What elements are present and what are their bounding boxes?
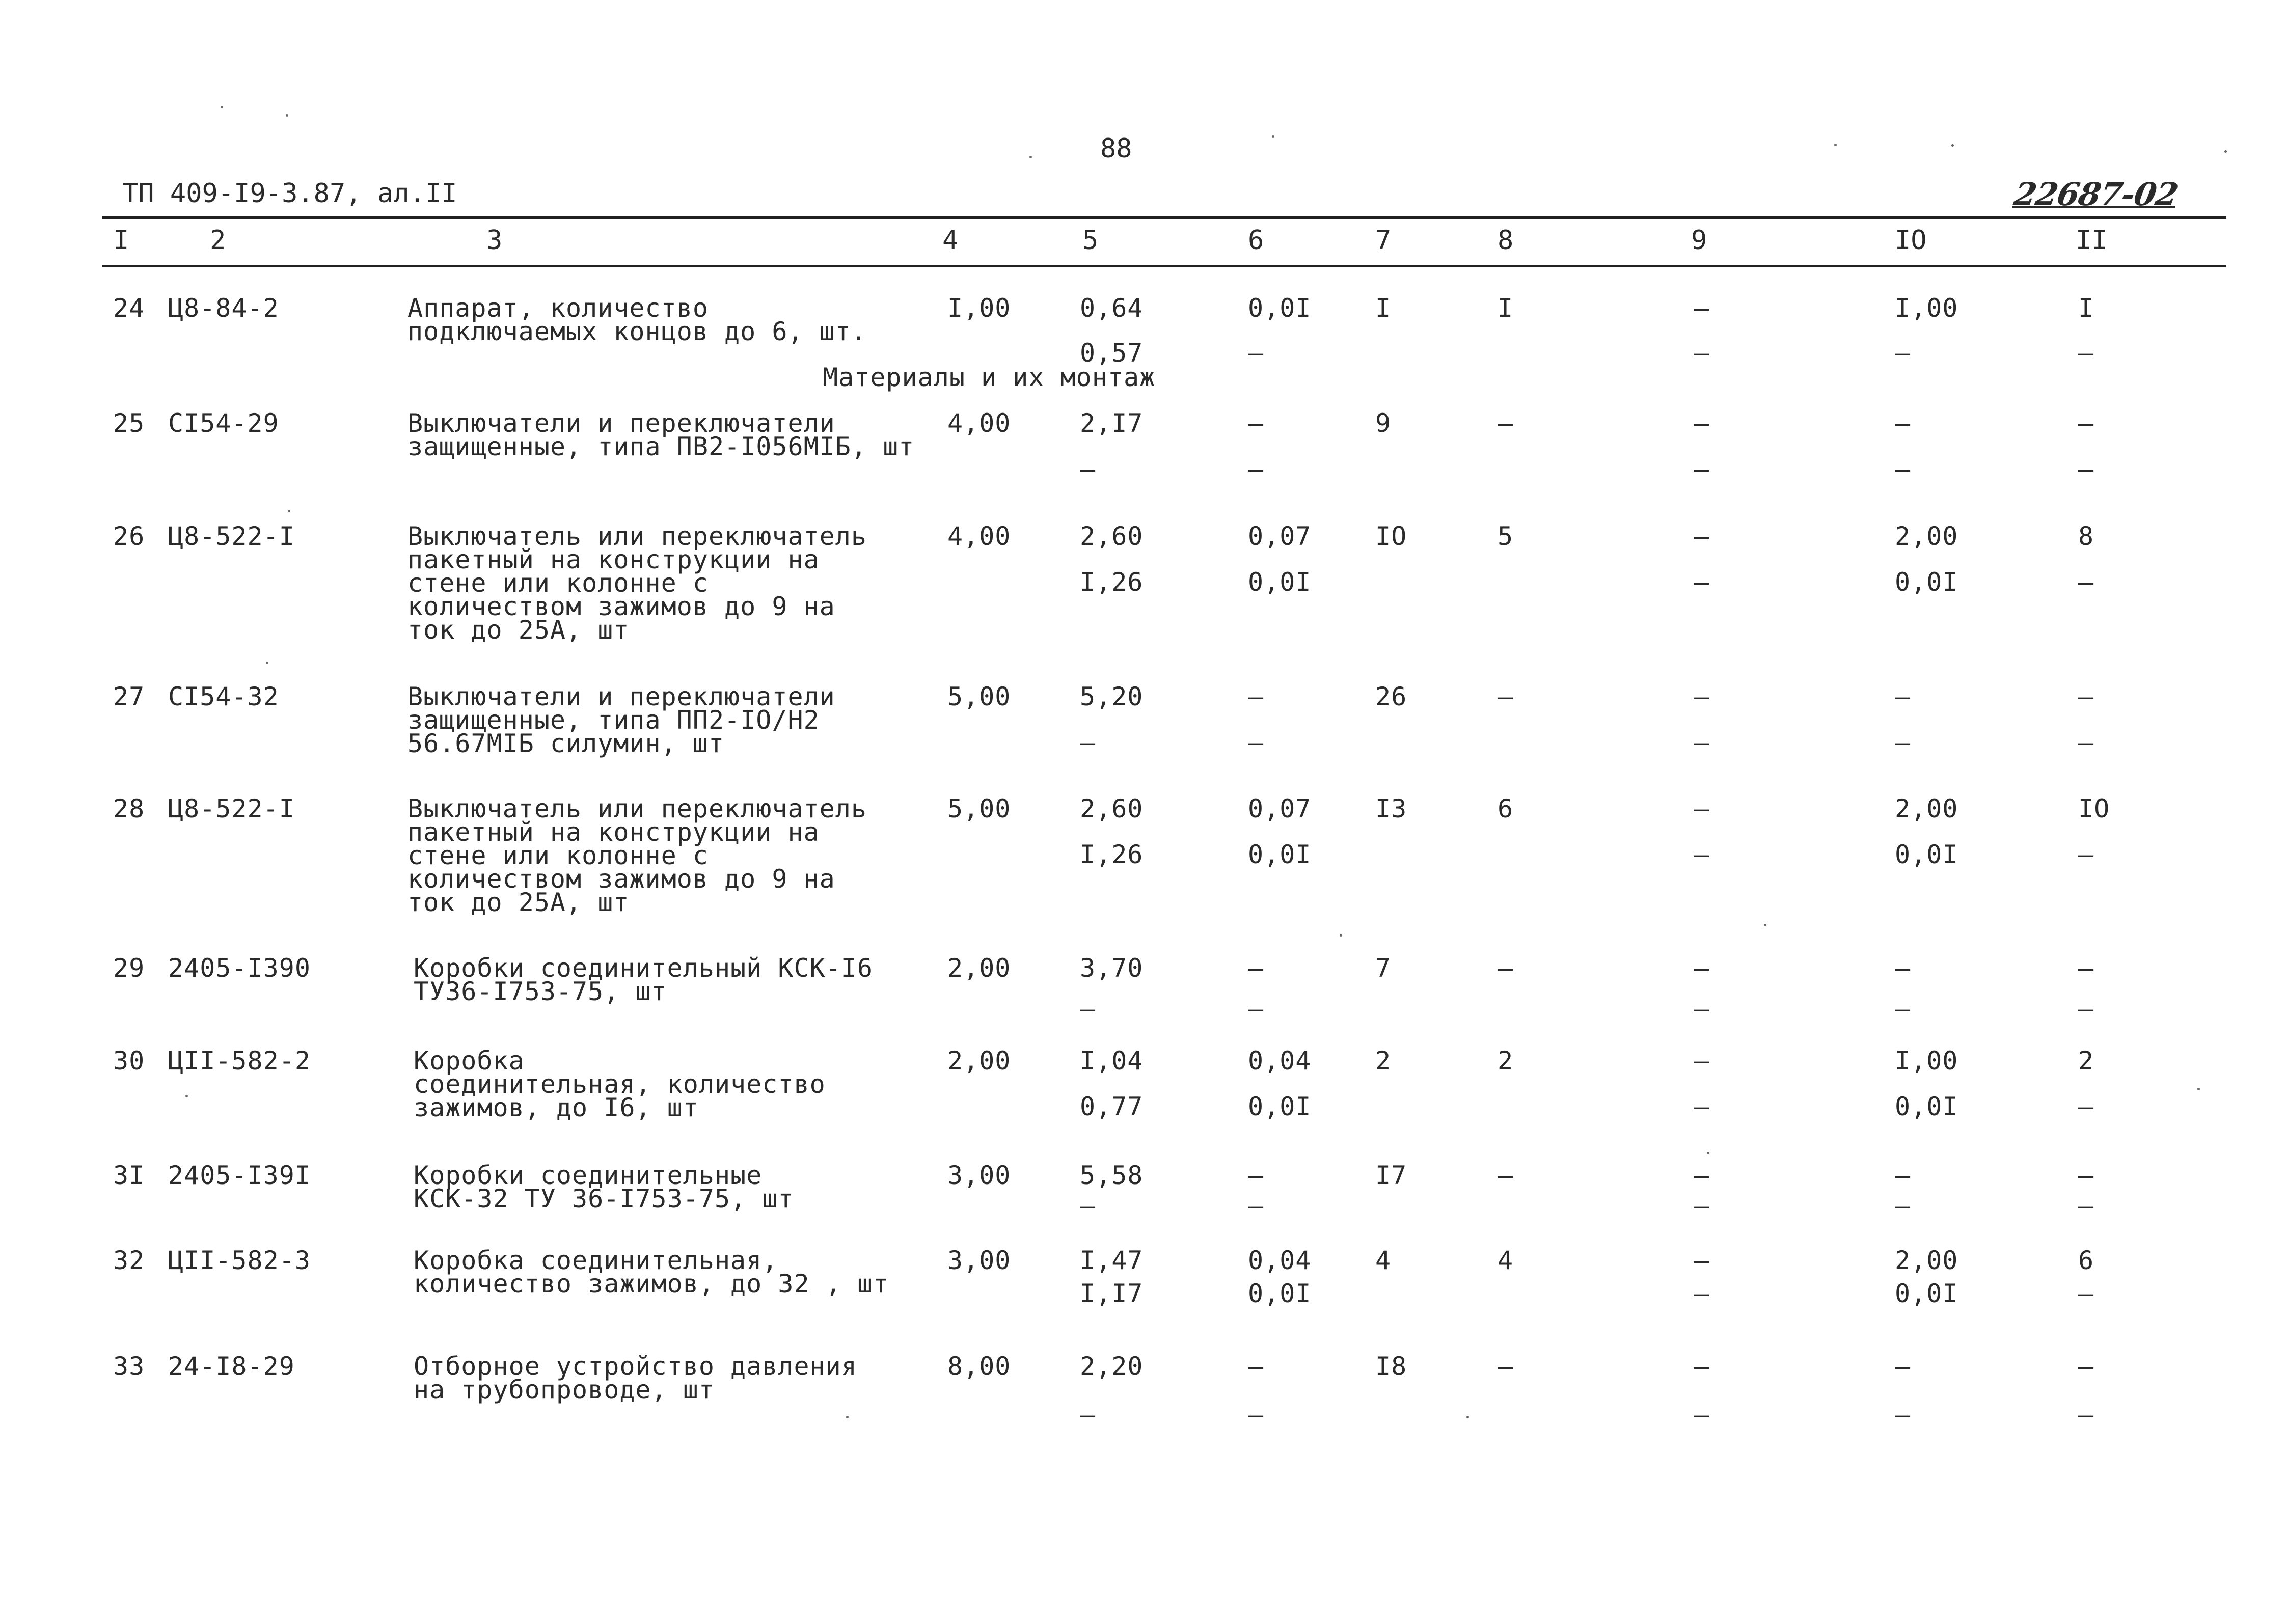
cell-col-6: 0,04 bbox=[1248, 1246, 1312, 1275]
cell-col-10: 2,00 bbox=[1895, 1246, 1958, 1275]
row-number: 27 bbox=[113, 682, 145, 711]
column-header-11: II bbox=[2076, 225, 2108, 256]
cell-col-4: 4,00 bbox=[947, 408, 1011, 438]
cell-col-9-second: – bbox=[1694, 338, 1710, 368]
cell-col-8: – bbox=[1498, 682, 1514, 711]
cell-col-6-second: – bbox=[1248, 1191, 1264, 1221]
cell-col-8: – bbox=[1498, 953, 1514, 983]
cell-col-5-second: I,26 bbox=[1080, 840, 1144, 869]
cell-col-6-second: 0,0I bbox=[1248, 567, 1312, 597]
cell-col-11-second: – bbox=[2078, 338, 2094, 368]
cell-col-10: – bbox=[1895, 1161, 1911, 1190]
cell-col-6: – bbox=[1248, 408, 1264, 438]
row-description: Аппарат, количество подключаемых концов до 6, шт. bbox=[407, 293, 867, 346]
cell-col-4: 3,00 bbox=[947, 1161, 1011, 1190]
row-description: Выключатель или переключатель пакетный на конструкции на стене или колонне с количеством зажимов до 9 на ток до 25А, шт bbox=[407, 794, 867, 917]
cell-col-11: I bbox=[2078, 293, 2094, 323]
cell-col-7: 2 bbox=[1375, 1046, 1392, 1076]
cell-col-5: 2,I7 bbox=[1080, 408, 1144, 438]
cell-col-6: – bbox=[1248, 1161, 1264, 1190]
cell-col-11: – bbox=[2078, 953, 2094, 983]
cell-col-6-second: – bbox=[1248, 728, 1264, 757]
cell-col-9-second: – bbox=[1694, 1191, 1710, 1221]
cell-col-10: – bbox=[1895, 408, 1911, 438]
cell-col-7: 26 bbox=[1375, 682, 1407, 711]
row-code: Ц8-522-I bbox=[168, 521, 295, 551]
cell-col-9: – bbox=[1694, 1161, 1710, 1190]
row-code: ЦII-582-2 bbox=[168, 1046, 311, 1076]
cell-col-6: 0,0I bbox=[1248, 293, 1312, 323]
scan-speck bbox=[1466, 1416, 1469, 1418]
cell-col-6-second: 0,0I bbox=[1248, 840, 1312, 869]
cell-col-9-second: – bbox=[1694, 1279, 1710, 1308]
cell-col-8: 5 bbox=[1498, 521, 1514, 551]
scan-speck bbox=[1707, 1152, 1709, 1154]
cell-col-9-second: – bbox=[1694, 1400, 1710, 1429]
row-description: Коробки соединительные КСК-32 ТУ 36-I753-75, шт bbox=[414, 1161, 794, 1214]
cell-col-5: I,04 bbox=[1080, 1046, 1144, 1076]
cell-col-9-second: – bbox=[1694, 1092, 1710, 1121]
row-code: 2405-I39I bbox=[168, 1161, 311, 1190]
row-number: 24 bbox=[113, 293, 145, 323]
cell-col-10: 2,00 bbox=[1895, 794, 1958, 823]
cell-col-11-second: – bbox=[2078, 454, 2094, 484]
row-code: Ц8-84-2 bbox=[168, 293, 279, 323]
cell-col-10-second: – bbox=[1895, 728, 1911, 757]
cell-col-10: – bbox=[1895, 682, 1911, 711]
cell-col-5: 0,64 bbox=[1080, 293, 1144, 323]
cell-col-9-second: – bbox=[1694, 840, 1710, 869]
cell-col-10: 2,00 bbox=[1895, 521, 1958, 551]
cell-col-5-second: – bbox=[1080, 728, 1096, 757]
cell-col-5-second: 0,57 bbox=[1080, 338, 1144, 368]
cell-col-6-second: – bbox=[1248, 338, 1264, 368]
cell-col-9: – bbox=[1694, 682, 1710, 711]
cell-col-6: – bbox=[1248, 682, 1264, 711]
row-description: Выключатели и переключатели защищенные, типа ПП2-IO/Н2 56.67МIБ силумин, шт bbox=[407, 682, 835, 758]
cell-col-10-second: – bbox=[1895, 1400, 1911, 1429]
handwritten-number: 22687-02 bbox=[2011, 176, 2181, 213]
cell-col-8: – bbox=[1498, 408, 1514, 438]
row-description: Коробки соединительный КСК-I6 ТУ36-I753-75, шт bbox=[414, 953, 873, 1006]
cell-col-9: – bbox=[1694, 794, 1710, 823]
scan-speck bbox=[1272, 135, 1274, 138]
cell-col-6-second: – bbox=[1248, 1400, 1264, 1429]
cell-col-8: – bbox=[1498, 1352, 1514, 1381]
cell-col-7: IO bbox=[1375, 521, 1407, 551]
cell-col-8: 6 bbox=[1498, 794, 1514, 823]
cell-col-11: – bbox=[2078, 1161, 2094, 1190]
cell-col-8: 2 bbox=[1498, 1046, 1514, 1076]
scan-speck bbox=[266, 662, 268, 664]
cell-col-10-second: 0,0I bbox=[1895, 1092, 1958, 1121]
cell-col-6: – bbox=[1248, 1352, 1264, 1381]
cell-col-5-second: – bbox=[1080, 454, 1096, 484]
column-header-2: 2 bbox=[210, 225, 226, 256]
cell-col-7: I3 bbox=[1375, 794, 1407, 823]
cell-col-6-second: 0,0I bbox=[1248, 1279, 1312, 1308]
page-number: 88 bbox=[1100, 133, 1132, 164]
row-number: 32 bbox=[113, 1246, 145, 1275]
cell-col-10-second: – bbox=[1895, 454, 1911, 484]
column-header-6: 6 bbox=[1248, 225, 1264, 256]
cell-col-5-second: I,26 bbox=[1080, 567, 1144, 597]
cell-col-4: 2,00 bbox=[947, 953, 1011, 983]
cell-col-4: 5,00 bbox=[947, 794, 1011, 823]
row-code: ЦII-582-3 bbox=[168, 1246, 311, 1275]
cell-col-10-second: – bbox=[1895, 994, 1911, 1024]
table-top-rule bbox=[102, 216, 2226, 219]
cell-col-4: 3,00 bbox=[947, 1246, 1011, 1275]
scan-speck bbox=[288, 510, 290, 512]
cell-col-11: – bbox=[2078, 682, 2094, 711]
scan-speck bbox=[2197, 1088, 2200, 1090]
cell-col-8: I bbox=[1498, 293, 1514, 323]
cell-col-4: I,00 bbox=[947, 293, 1011, 323]
cell-col-4: 5,00 bbox=[947, 682, 1011, 711]
row-number: 33 bbox=[113, 1352, 145, 1381]
cell-col-9: – bbox=[1694, 521, 1710, 551]
cell-col-5-second: – bbox=[1080, 1191, 1096, 1221]
cell-col-11-second: – bbox=[2078, 1191, 2094, 1221]
row-description: Коробка соединительная, количество зажимов, до 32 , шт bbox=[414, 1246, 889, 1299]
cell-col-10: – bbox=[1895, 1352, 1911, 1381]
cell-col-10-second: – bbox=[1895, 1191, 1911, 1221]
row-number: 30 bbox=[113, 1046, 145, 1076]
cell-col-5-second: I,I7 bbox=[1080, 1279, 1144, 1308]
row-code: CI54-32 bbox=[168, 682, 279, 711]
cell-col-6: 0,04 bbox=[1248, 1046, 1312, 1076]
row-number: 26 bbox=[113, 521, 145, 551]
scan-speck bbox=[185, 1095, 188, 1097]
cell-col-4: 2,00 bbox=[947, 1046, 1011, 1076]
cell-col-7: I bbox=[1375, 293, 1392, 323]
row-number: 28 bbox=[113, 794, 145, 823]
cell-col-7: 7 bbox=[1375, 953, 1392, 983]
row-description: Коробка соединительная, количество зажимов, до I6, шт bbox=[414, 1046, 826, 1122]
scan-speck bbox=[1951, 144, 1954, 147]
cell-col-11-second: – bbox=[2078, 840, 2094, 869]
cell-col-6-second: 0,0I bbox=[1248, 1092, 1312, 1121]
scan-speck bbox=[846, 1416, 849, 1418]
scan-speck bbox=[1029, 156, 1032, 158]
cell-col-10: – bbox=[1895, 953, 1911, 983]
cell-col-9: – bbox=[1694, 1352, 1710, 1381]
scan-speck bbox=[1340, 934, 1342, 937]
cell-col-8: 4 bbox=[1498, 1246, 1514, 1275]
cell-col-11: – bbox=[2078, 1352, 2094, 1381]
document-code: ТП 409-I9-3.87, ал.II bbox=[122, 178, 457, 209]
row-description: Выключатель или переключатель пакетный на конструкции на стене или колонне с количеством зажимов до 9 на ток до 25А, шт bbox=[407, 521, 867, 645]
cell-col-6: 0,07 bbox=[1248, 794, 1312, 823]
cell-col-11-second: – bbox=[2078, 1092, 2094, 1121]
cell-col-11: 2 bbox=[2078, 1046, 2094, 1076]
cell-col-5: 3,70 bbox=[1080, 953, 1144, 983]
section-heading: Материалы и их монтаж bbox=[823, 363, 1156, 392]
cell-col-9: – bbox=[1694, 1046, 1710, 1076]
cell-col-5-second: – bbox=[1080, 1400, 1096, 1429]
column-header-4: 4 bbox=[942, 225, 959, 256]
row-code: Ц8-522-I bbox=[168, 794, 295, 823]
scan-speck bbox=[1834, 144, 1837, 146]
cell-col-10: I,00 bbox=[1895, 293, 1958, 323]
cell-col-7: I8 bbox=[1375, 1352, 1407, 1381]
cell-col-9: – bbox=[1694, 953, 1710, 983]
table-header-rule bbox=[102, 265, 2226, 267]
cell-col-10: I,00 bbox=[1895, 1046, 1958, 1076]
row-code: CI54-29 bbox=[168, 408, 279, 438]
column-header-9: 9 bbox=[1691, 225, 1707, 256]
cell-col-5: I,47 bbox=[1080, 1246, 1144, 1275]
cell-col-10-second: 0,0I bbox=[1895, 567, 1958, 597]
column-header-8: 8 bbox=[1498, 225, 1514, 256]
cell-col-5: 5,58 bbox=[1080, 1161, 1144, 1190]
cell-col-9-second: – bbox=[1694, 567, 1710, 597]
cell-col-7: I7 bbox=[1375, 1161, 1407, 1190]
cell-col-7: 9 bbox=[1375, 408, 1392, 438]
cell-col-4: 4,00 bbox=[947, 521, 1011, 551]
cell-col-6: 0,07 bbox=[1248, 521, 1312, 551]
cell-col-11: IO bbox=[2078, 794, 2110, 823]
column-header-3: 3 bbox=[486, 225, 503, 256]
cell-col-5: 2,20 bbox=[1080, 1352, 1144, 1381]
cell-col-11-second: – bbox=[2078, 1400, 2094, 1429]
cell-col-6-second: – bbox=[1248, 994, 1264, 1024]
cell-col-5-second: – bbox=[1080, 994, 1096, 1024]
cell-col-9-second: – bbox=[1694, 728, 1710, 757]
cell-col-11: 8 bbox=[2078, 521, 2094, 551]
row-number: 29 bbox=[113, 953, 145, 983]
cell-col-5: 5,20 bbox=[1080, 682, 1144, 711]
scan-speck bbox=[2224, 150, 2227, 153]
cell-col-10-second: – bbox=[1895, 338, 1911, 368]
cell-col-11-second: – bbox=[2078, 728, 2094, 757]
row-description: Выключатели и переключатели защищенные, типа ПВ2-I056МIБ, шт bbox=[407, 408, 915, 461]
cell-col-7: 4 bbox=[1375, 1246, 1392, 1275]
row-number: 25 bbox=[113, 408, 145, 438]
cell-col-9: – bbox=[1694, 293, 1710, 323]
cell-col-11-second: – bbox=[2078, 994, 2094, 1024]
cell-col-11: – bbox=[2078, 408, 2094, 438]
row-description: Отборное устройство давления на трубопроводе, шт bbox=[414, 1352, 857, 1405]
cell-col-5-second: 0,77 bbox=[1080, 1092, 1144, 1121]
cell-col-9: – bbox=[1694, 408, 1710, 438]
cell-col-9-second: – bbox=[1694, 994, 1710, 1024]
cell-col-11: 6 bbox=[2078, 1246, 2094, 1275]
scan-speck bbox=[1764, 924, 1766, 926]
cell-col-11-second: – bbox=[2078, 1279, 2094, 1308]
cell-col-10-second: 0,0I bbox=[1895, 1279, 1958, 1308]
cell-col-6-second: – bbox=[1248, 454, 1264, 484]
cell-col-10-second: 0,0I bbox=[1895, 840, 1958, 869]
column-header-7: 7 bbox=[1375, 225, 1392, 256]
row-number: 3I bbox=[113, 1161, 145, 1190]
column-header-10: IO bbox=[1895, 225, 1927, 256]
row-code: 24-I8-29 bbox=[168, 1352, 295, 1381]
cell-col-8: – bbox=[1498, 1161, 1514, 1190]
scan-speck bbox=[221, 106, 223, 108]
column-header-5: 5 bbox=[1082, 225, 1099, 256]
column-header-1: I bbox=[113, 225, 129, 256]
cell-col-9-second: – bbox=[1694, 454, 1710, 484]
cell-col-6: – bbox=[1248, 953, 1264, 983]
cell-col-9: – bbox=[1694, 1246, 1710, 1275]
scan-speck bbox=[286, 114, 288, 117]
cell-col-11-second: – bbox=[2078, 567, 2094, 597]
cell-col-5: 2,60 bbox=[1080, 521, 1144, 551]
cell-col-4: 8,00 bbox=[947, 1352, 1011, 1381]
cell-col-5: 2,60 bbox=[1080, 794, 1144, 823]
row-code: 2405-I390 bbox=[168, 953, 311, 983]
